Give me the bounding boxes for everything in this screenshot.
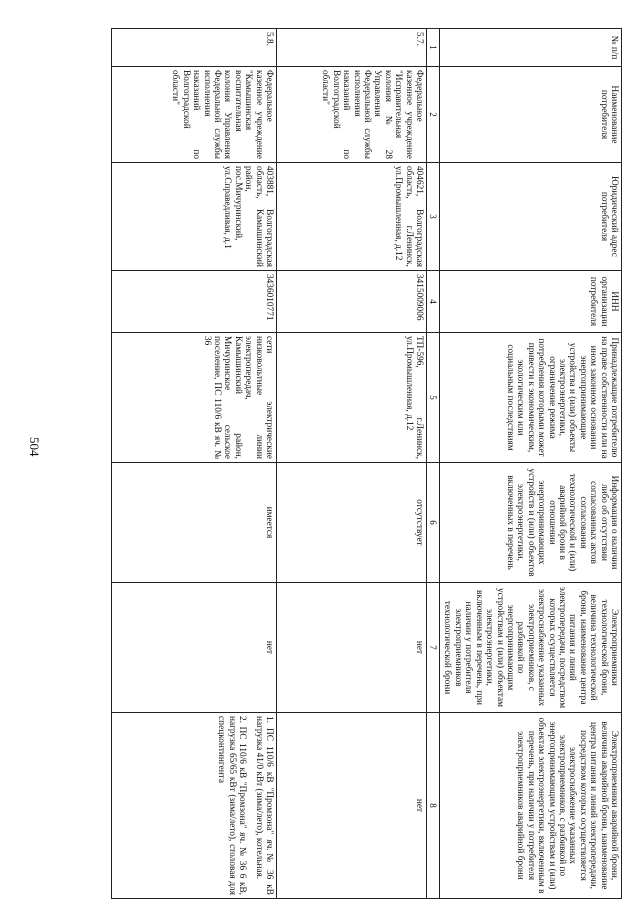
header-cell: Информация о наличии либо об отсутствии согласованных актов согласования технологической и (или) аварийной брони в отношении энергопринимающих устройств и (или) объектов электроэнергетики, включенных в перечень	[440, 463, 622, 583]
column-number: 5	[427, 333, 440, 463]
emergency-reserve-item: 2. ПС 110/6 кВ "Промзона" яч. № 36 6 кВ, нагрузка 65/65 кВт (зима/лето), столовая для спецконтингента	[216, 716, 248, 895]
rotated-page-content	[52, 28, 622, 898]
header-cell: № п/п	[440, 29, 622, 67]
objects: сети электрические низковольтные линии электропередач, Камышинский район, Мичуринское сельское поселение, ПС 110/6 кВ яч. № 36	[112, 333, 277, 463]
consumer-name: Федеральное казенное учреждение "Камышинская воспитательная колония Управления Федеральной службы исполнения наказаний по Волгоградской области"	[112, 67, 277, 163]
column-number: 2	[427, 67, 440, 163]
row-number: 5.7.	[277, 29, 427, 67]
header-cell: ИНН организации потребителя	[440, 271, 622, 333]
table-row	[277, 29, 427, 899]
acts-status: имеется	[112, 463, 277, 583]
page-number: 504	[27, 437, 42, 457]
header-cell: Юридический адрес потребителя	[440, 163, 622, 271]
legal-address: 404621, Волгоградская область, г.Ленинск, ул.Промышленная, д.12	[277, 163, 427, 271]
column-number: 7	[427, 583, 440, 713]
column-number: 3	[427, 163, 440, 271]
legal-address: 403881, Волгоградская область, Камышинский район, пос.Мичуринский, ул.Справедливая, д.1	[112, 163, 277, 271]
table-row	[112, 29, 277, 899]
consumers-table	[111, 28, 622, 899]
consumer-name: Федеральное казенное учреждение "Исправительная колония № 28 Управления Федеральной службы исполнения наказаний по Волгоградской области"	[277, 67, 427, 163]
column-number-row	[427, 29, 440, 899]
acts-status: отсутствует	[277, 463, 427, 583]
column-number: 8	[427, 713, 440, 899]
column-number: 4	[427, 271, 440, 333]
header-cell: Электроприемники аварийной брони, величина аварийной брони, наименование центра питания и линий электропередачи, посредством которых осуществляется электроснабжение указанных электроприемников, с разбивкой по энергопринимающим устройствам и (или) объектам электроэнергетики, включенным в перечень, при наличии у потребителя электроприемников аварийной брони	[440, 713, 622, 899]
column-number: 6	[427, 463, 440, 583]
emergency-reserve	[112, 713, 277, 899]
tech-reserve: нет	[277, 583, 427, 713]
header-cell: Наименование потребителя	[440, 67, 622, 163]
header-cell: Принадлежащие потребителю на праве собственности или на ином законном основании энергопринимающие устройства и (или) объекты электроэнергетики, ограничение режима потребления которыми может привести к экономическим, экологическим или социальным последствиям	[440, 333, 622, 463]
inn: 3436010771	[112, 271, 277, 333]
emergency-reserve-item: 1. ПС 110/6 кВ "Промзона" яч.№ 36 кВ нагрузка 41/0 кВт (зима/лето), котельная.	[253, 716, 275, 895]
row-number: 5.8.	[112, 29, 277, 67]
column-number: 1	[427, 29, 440, 67]
inn: 3415009006	[277, 271, 427, 333]
tech-reserve: нет	[112, 583, 277, 713]
objects: ТП-596, г.Ленинск, ул.Промышленная, д.12	[277, 333, 427, 463]
header-row	[440, 29, 622, 899]
header-cell: Электроприемники технологической брони, величина технологической брони, наименование центра питания и линий электропередачи, посредством которых осуществляется электроснабжение указанных электроприемников, с разбивкой по энергопринимающим устройствам и (или) объектам электроэнергетики, включенным в перечень, при наличии у потребителя электроприемников технологической брони	[440, 583, 622, 713]
emergency-reserve: нет	[277, 713, 427, 899]
